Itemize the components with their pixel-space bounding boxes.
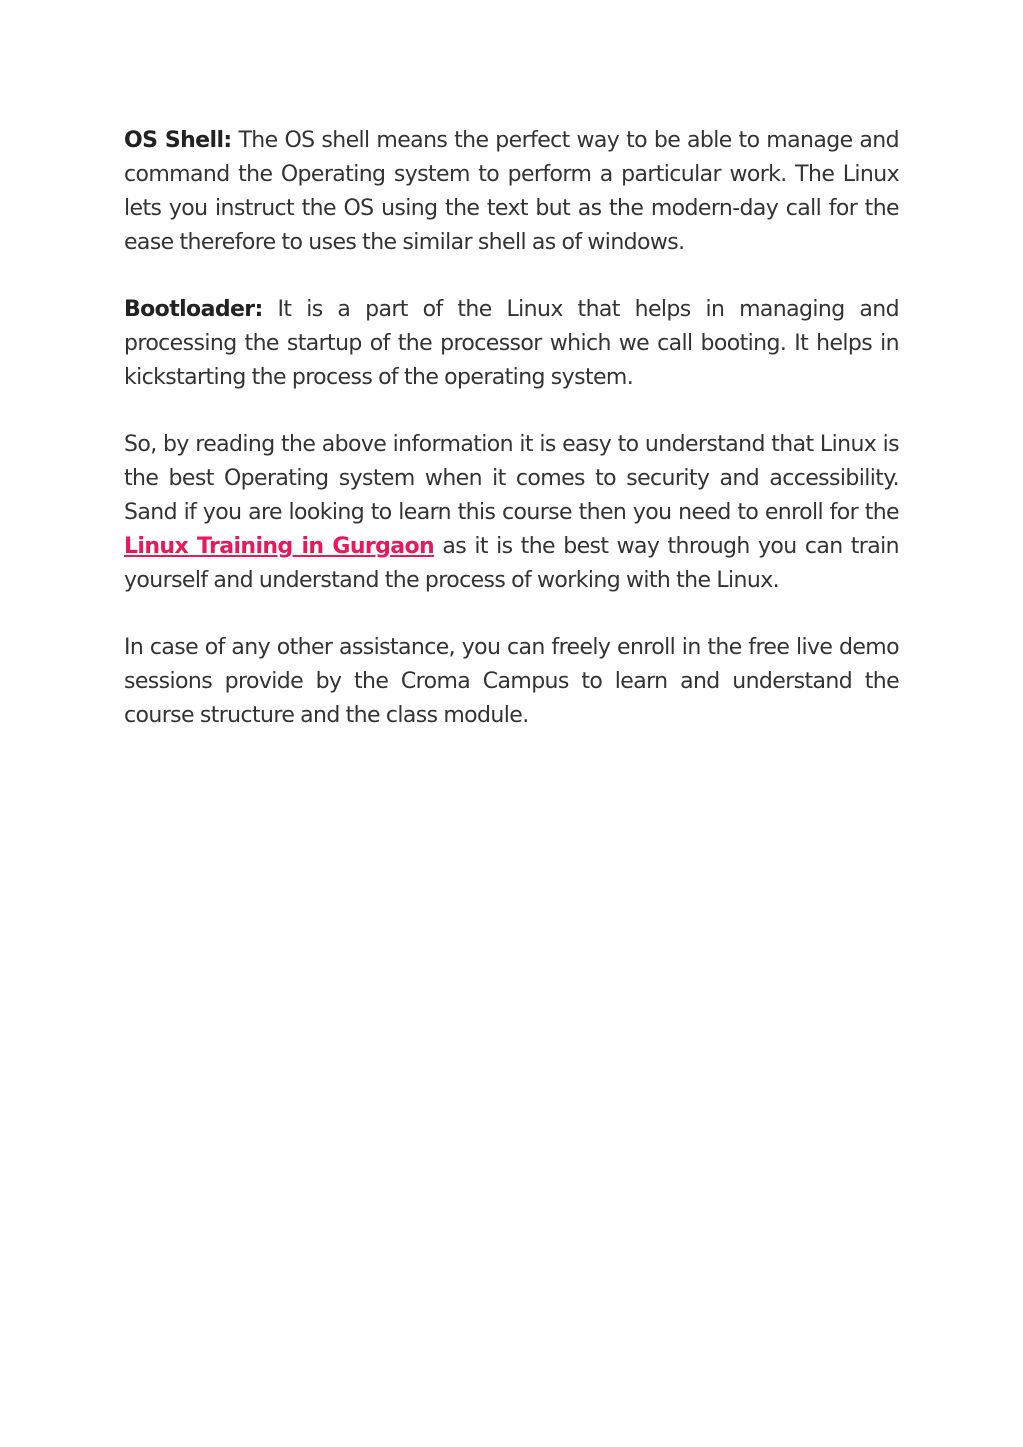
paragraph-bootloader [124,293,899,395]
paragraph-os-shell-text: The OS shell means the perfect way to be able to manage and command the Operating system to perform a particular work. The Linux lets you instruct the OS using the text but as the modern-day call for the ease therefore to uses the similar shell as of windows. [124,128,899,255]
term-bootloader: Bootloader: [124,297,263,322]
paragraph-summary-text-after: as it is the best way through you can train yourself and understand the process of working with the Linux. [124,534,899,593]
term-os-shell: OS Shell: [124,128,232,153]
paragraph-assistance-text: In case of any other assistance, you can freely enroll in the free live demo sessions provide by the Croma Campus to learn and understand the course structure and the class module. [124,635,899,728]
linux-training-link[interactable]: Linux Training in Gurgaon [124,534,435,559]
paragraph-assistance [124,631,899,733]
paragraph-summary [124,428,899,598]
paragraph-os-shell [124,124,899,260]
document-body [124,124,899,766]
paragraph-bootloader-text: It is a part of the Linux that helps in managing and processing the startup of the processor which we call booting. It helps in kickstarting the process of the operating system. [124,297,899,390]
paragraph-summary-text-before: So, by reading the above information it is easy to understand that Linux is the best Operating system when it comes to security and accessibility. Sand if you are looking to learn this course then you need to enroll for the [124,432,899,525]
